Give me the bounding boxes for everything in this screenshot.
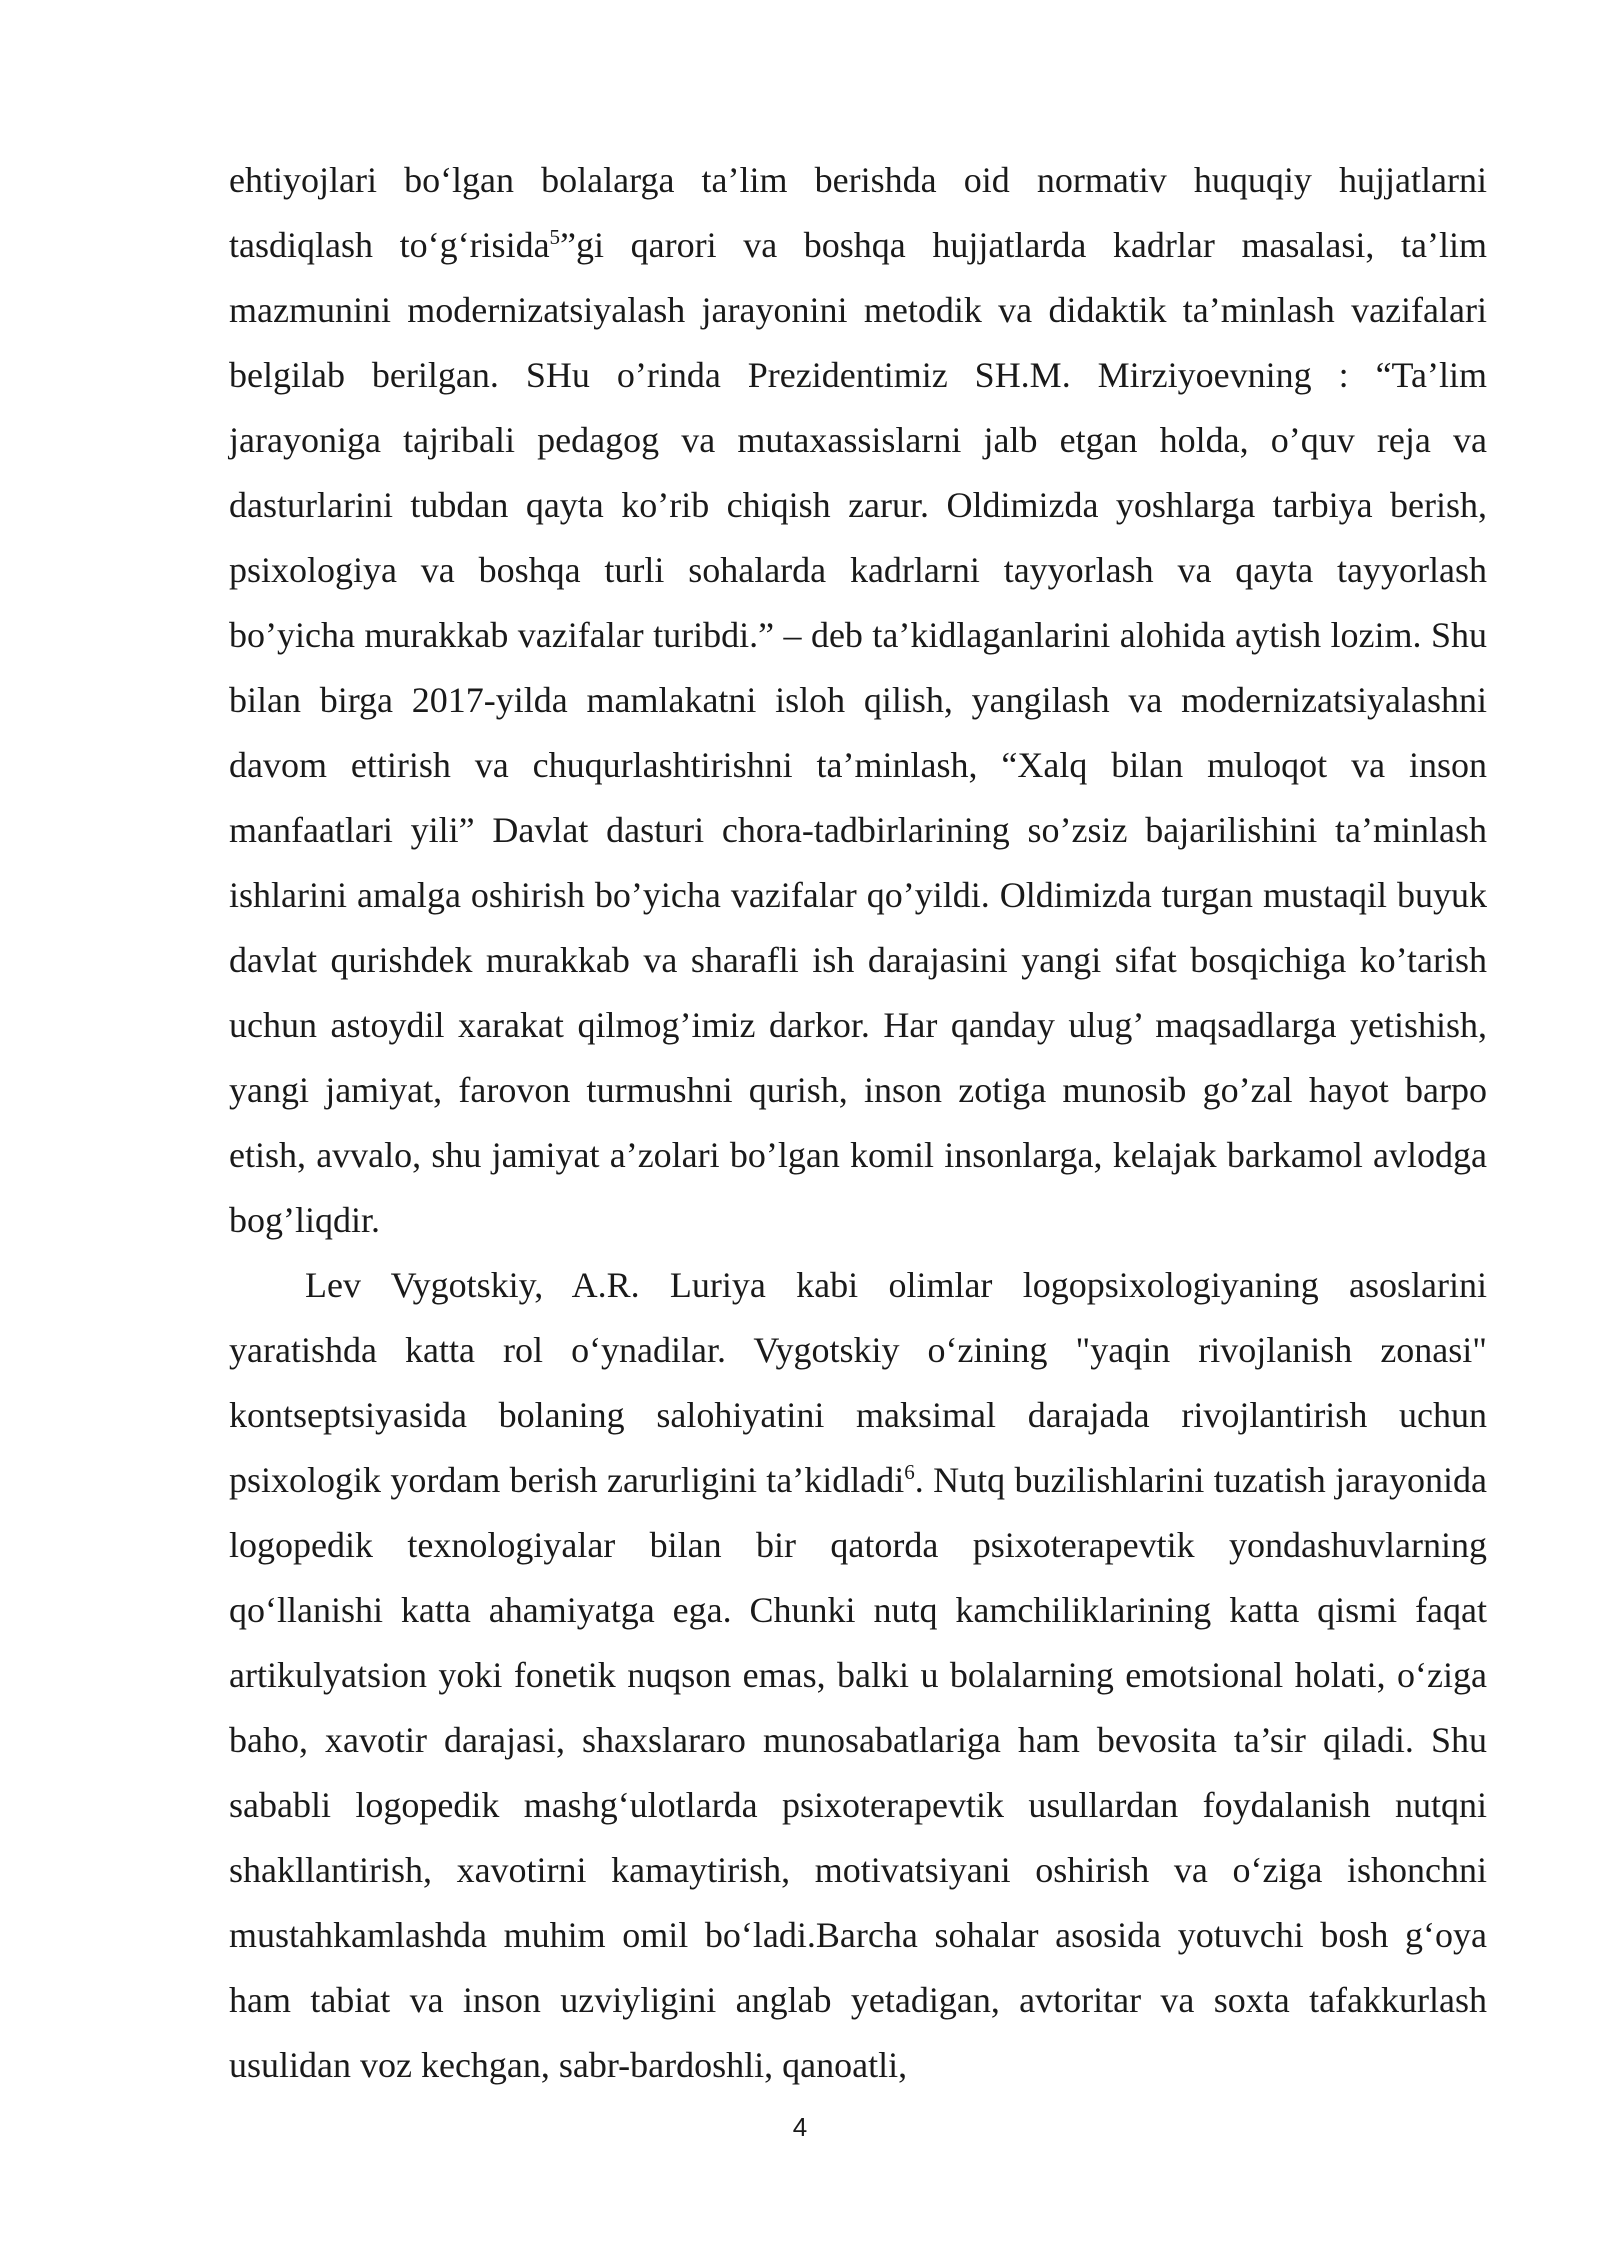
paragraph-1-text-end: ”gi qarori va boshqa hujjatlarda kadrlar masalasi, ta’lim mazmunini modernizatsiyalash jarayonini metodik va didaktik ta’minlash vazifalari belgilab berilgan. SHu o’rinda Prezidentimiz SH.M. Mirziyoevning : “Ta’lim jarayoniga tajribali pedagog va mutaxassislarni jalb etgan holda, o’quv reja va dasturlarini tubdan qayta ko’rib chiqish zarur. Oldimizda yoshlarga tarbiya berish, psixologiya va boshqa turli sohalarda kadrlarni tayyorlash va qayta tayyorlash bo’yicha murakkab vazifalar turibdi.” – deb ta’kidlaganlarini alohida aytish lozim. Shu bilan birga 2017-yilda mamlakatni isloh qilish, yangilash va modernizatsiyalashni davom ettirish va chuqurlashtirishni ta’minlash, “Xalq bilan muloqot va inson manfaatlari yili” Davlat dasturi chora-tadbirlarining so’zsiz bajarilishini ta’minlash ishlarini amalga oshirish bo’yicha vazifalar qo’yildi. Oldimizda turgan mustaqil buyuk davlat qurishdek murakkab va sharafli ish darajasini yangi sifat bosqichiga ko’tarish uchun astoydil xarakat qilmog’imiz darkor. Har qanday ulug’ maqsadlarga yetishish, yangi jamiyat, farovon turmushni qurish, inson zotiga munosib go’zal hayot barpo etish, avvalo, shu jamiyat a’zolari bo’lgan komil insonlarga, kelajak barkamol avlodga bog’liqdir. [229, 225, 1487, 1240]
page-number: 4 [792, 2112, 808, 2142]
paragraph-2-text-start: Lev Vygotskiy, A.R. Luriya kabi olimlar logopsixologiyaning asoslarini yaratishda katta rol o‘ynadilar. Vygotskiy o‘zining "yaqin rivojlanish zonasi" kontseptsiyasida bolaning salohiyatini maksimal darajada rivojlantirish uchun psixologik yordam berish zarurligini ta’kidladi [229, 1265, 1487, 1500]
paragraph-2 [229, 1253, 1487, 2098]
body-text [229, 148, 1487, 2098]
paragraph-2-text-end: . Nutq buzilishlarini tuzatish jarayonida logopedik texnologiyalar bilan bir qatorda psixoterapevtik yondashuvlarning qo‘llanishi katta ahamiyatga ega. Chunki nutq kamchiliklarining katta qismi faqat artikulyatsion yoki fonetik nuqson emas, balki u bolalarning emotsional holati, o‘ziga baho, xavotir darajasi, shaxslararo munosabatlariga ham bevosita ta’sir qiladi. Shu sababli logopedik mashg‘ulotlarda psixoterapevtik usullardan foydalanish nutqni shakllantirish, xavotirni kamaytirish, motivatsiyani oshirish va o‘ziga ishonchni mustahkamlashda muhim omil bo‘ladi.Barcha sohalar asosida yotuvchi bosh g‘oya ham tabiat va inson uzviyligini anglab yetadigan, avtoritar va soxta tafakkurlash usulidan voz kechgan, sabr-bardoshli, qanoatli, [229, 1460, 1487, 2085]
footnote-marker-5[interactable]: 5 [549, 225, 561, 249]
footnote-marker-6[interactable]: 6 [904, 1460, 915, 1484]
paragraph-1-text-start: ehtiyojlari bo‘lgan bolalarga ta’lim berishda oid normativ huquqiy hujjatlarni tasdiqlash to‘g‘risida [229, 160, 1487, 265]
paragraph-1 [229, 148, 1487, 1253]
